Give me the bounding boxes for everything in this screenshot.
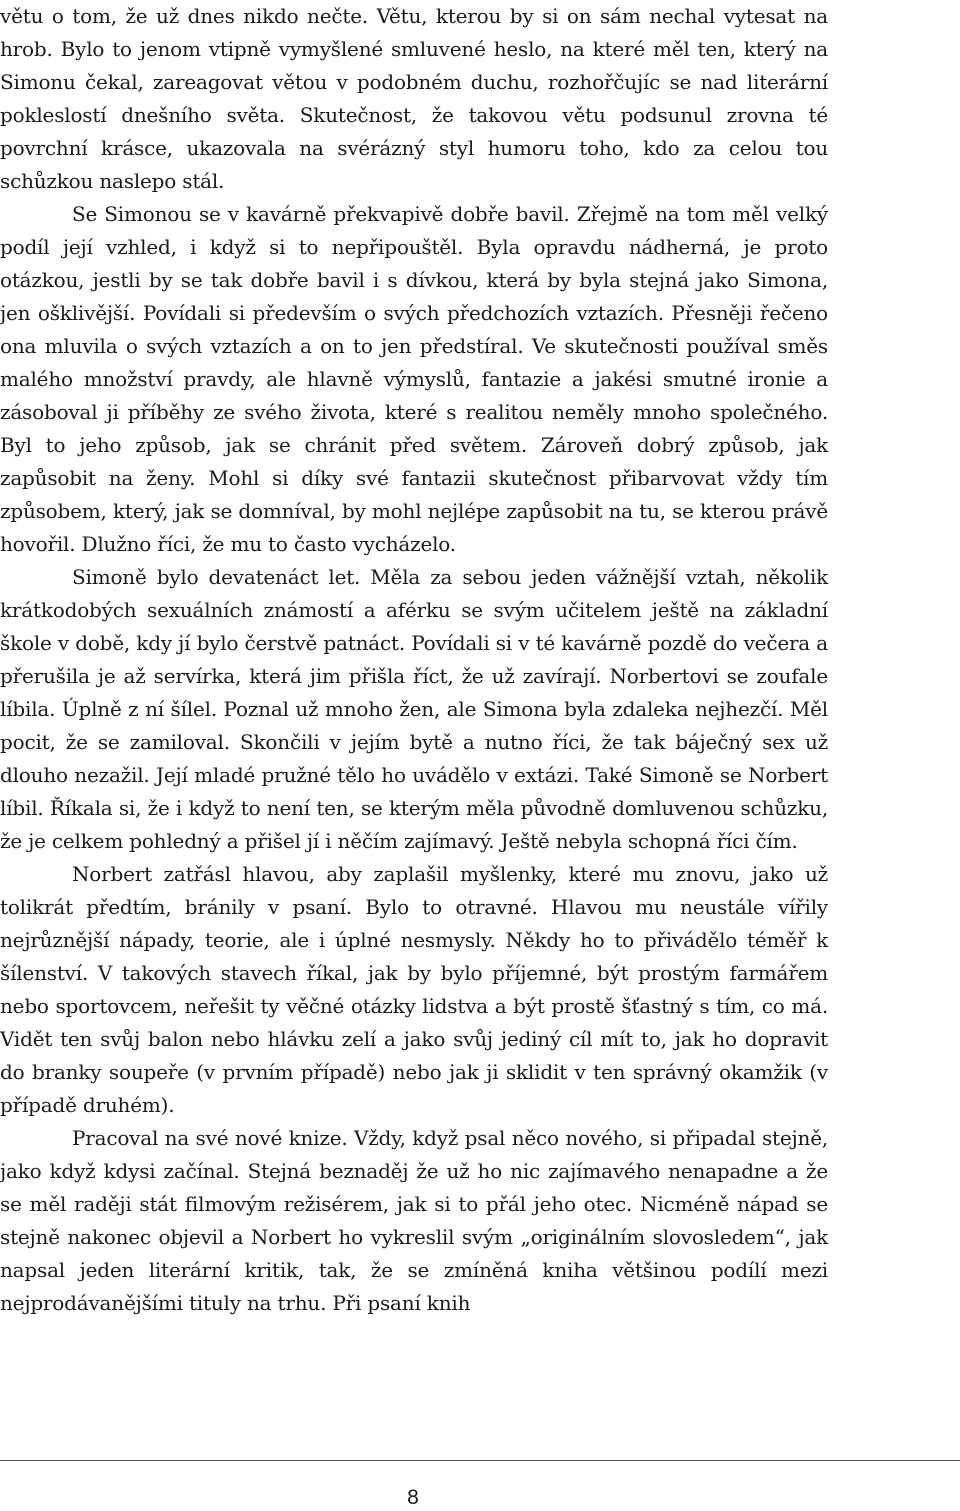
footer-divider xyxy=(0,1460,960,1461)
paragraph-4: Norbert zatřásl hlavou, aby zaplašil myšlenky, které mu znovu, jako už tolikrát předtím, bránily v psaní. Bylo to otravné. Hlavou mu neustále vířily nejrůznější nápady, teorie, ale i úplné nesmysly. Někdy ho to přivádělo téměř k šílenství. V takových stavech říkal, jak by bylo příjemné, být prostým farmářem nebo sportovcem, neřešit ty věčné otázky lidstva a být prostě šťastný s tím, co má. Vidět ten svůj balon nebo hlávku zelí a jako svůj jediný cíl mít to, jak ho dopravit do branky soupeře (v prvním případě) nebo jak ji sklidit v ten správný okamžik (v případě druhém). xyxy=(0,862,828,1117)
paragraph-2: Se Simonou se v kavárně překvapivě dobře bavil. Zřejmě na tom měl velký podíl její vzhled, i když si to nepřipouštěl. Byla opravdu nádherná, je proto otázkou, jestli by se tak dobře bavil i s dívkou, která by byla stejná jako Simona, jen ošklivější. Povídali si především o svých předchozích vztazích. Přesněji řečeno ona mluvila o svých vztazích a on to jen předstíral. Ve skutečnosti používal směs malého množství pravdy, ale hlavně výmyslů, fantazie a jakési smutné ironie a zásoboval ji příběhy ze svého života, které s realitou neměly mnoho společného. Byl to jeho způsob, jak se chránit před světem. Zároveň dobrý způsob, jak zapůsobit na ženy. Mohl si díky své fantazii skutečnost přibarvovat vždy tím způsobem, který, jak se domníval, by mohl nejlépe zapůsobit na tu, se kterou právě hovořil. Dlužno říci, že mu to často vycházelo. xyxy=(0,202,828,556)
paragraph-5: Pracoval na své nové knize. Vždy, když psal něco nového, si připadal stejně, jako když kdysi začínal. Stejná beznaděj že už ho nic zajímavého nenapadne a že se měl raději stát filmovým režisérem, jak si to přál jeho otec. Nicméně nápad se stejně nakonec objevil a Norbert ho vykreslil svým „originálním slovosledem“, jak napsal jeden literární kritik, tak, že se zmíněná kniha většinou podílí mezi nejprodávanějšími tituly na trhu. Při psaní knih xyxy=(0,1126,828,1315)
paragraph-1: větu o tom, že už dnes nikdo nečte. Větu, kterou by si on sám nechal vytesat na hrob. Bylo to jenom vtipně vymyšlené smluvené heslo, na které měl ten, který na Simonu čekal, zareagovat větou v podobném duchu, rozhořčujíc se nad literární pokleslostí dnešního světa. Skutečnost, že takovou větu podsunul zrovna té povrchní krásce, ukazovala na svérázný styl humoru toho, kdo za celou tou schůzkou naslepo stál. xyxy=(0,4,828,193)
page-number: 8 xyxy=(407,1486,419,1509)
paragraph-3: Simoně bylo devatenáct let. Měla za sebou jeden vážnější vztah, několik krátkodobých sexuálních známostí a aférku se svým učitelem ještě na základní škole v době, kdy jí bylo čerstvě patnáct. Povídali si v té kavárně pozdě do večera a přerušila je až servírka, která jim přišla říct, že už zavírají. Norbertovi se zoufale líbila. Úplně z ní šílel. Poznal už mnoho žen, ale Simona byla zdaleka nejhezčí. Měl pocit, že se zamiloval. Skončili v jejím bytě a nutno říci, že tak báječný sex už dlouho nezažil. Její mladé pružné tělo ho uvádělo v extázi. Také Simoně se Norbert líbil. Říkala si, že i když to není ten, se kterým měla původně domluvenou schůzku, že je celkem pohledný a přišel jí i něčím zajímavý. Ještě nebyla schopná říci čím. xyxy=(0,565,828,853)
